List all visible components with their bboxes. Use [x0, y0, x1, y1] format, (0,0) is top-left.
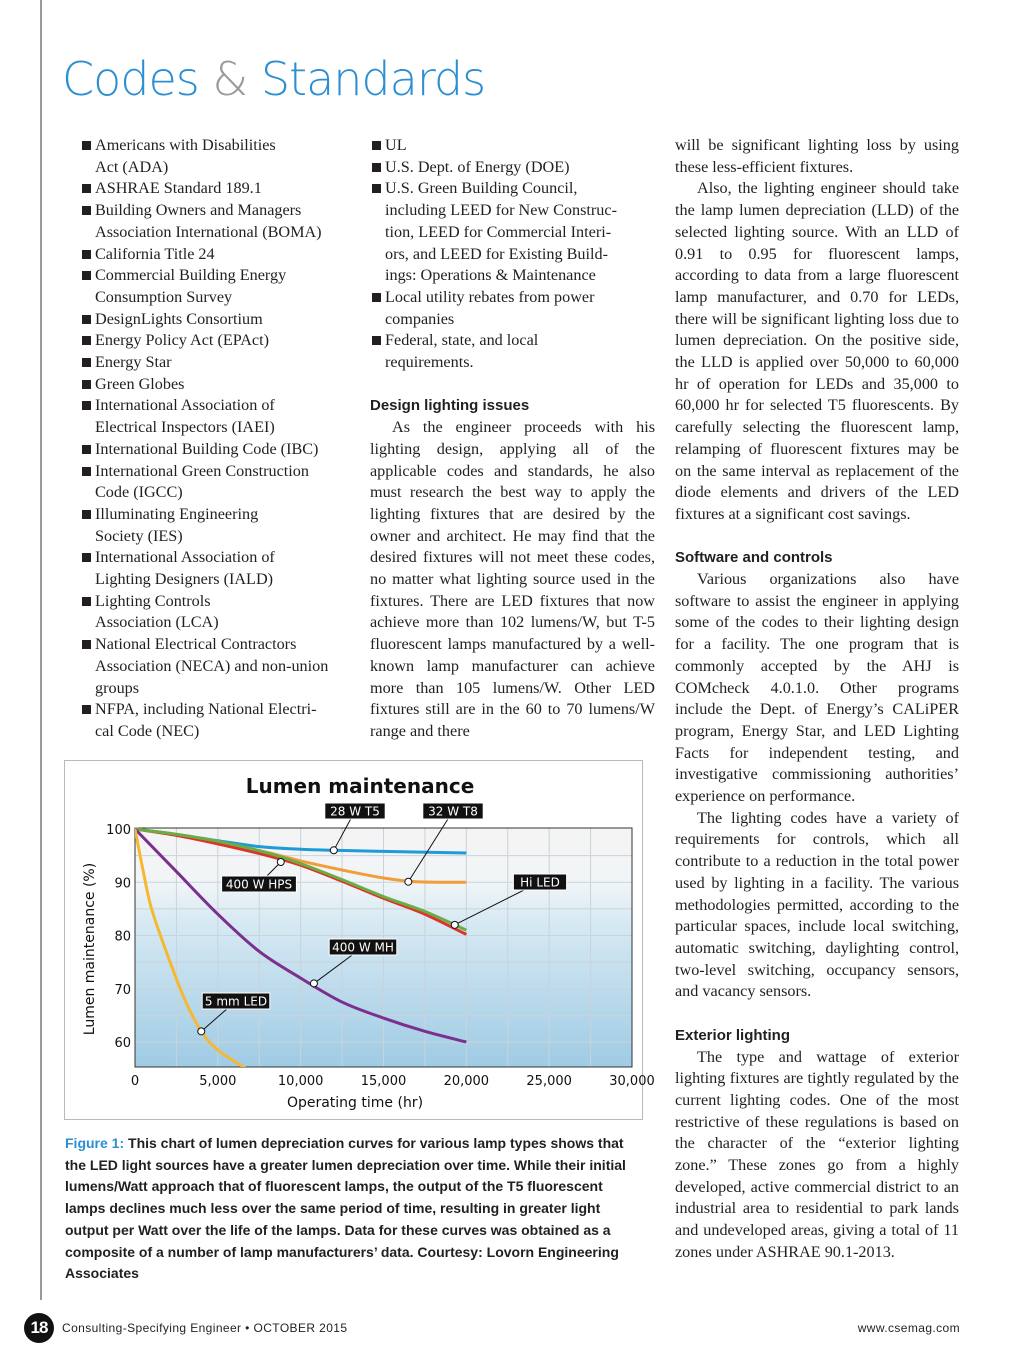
paragraph-continuation: will be significant lighting loss by using these less-efficient fixtures. — [675, 136, 959, 176]
y-tick-label: 100 — [106, 823, 131, 838]
list-item: Building Owners and Managers Association International (BOMA) — [80, 200, 355, 243]
x-tick-label: 5,000 — [199, 1074, 237, 1089]
margin-rule — [40, 0, 42, 1300]
list-item: Local utility rebates from power companies — [370, 287, 655, 330]
heading-exterior-lighting: Exterior lighting — [675, 1026, 791, 1044]
list-item: NFPA, including National Electri- cal Code (NEC) — [80, 699, 355, 742]
list-item: Commercial Building Energy Consumption Survey — [80, 265, 355, 308]
x-tick-label: 0 — [130, 1074, 140, 1089]
figure-caption — [65, 1133, 647, 1285]
list-item: Energy Star — [80, 352, 355, 374]
callout-label: 5 mm LED — [204, 994, 268, 1009]
callout-label: 400 W MH — [332, 940, 394, 955]
x-tick-label: 10,000 — [277, 1074, 324, 1089]
paragraph-lld: Also, the lighting engineer should take the lamp lumen depreciation (LLD) of the selected lighting source. With an LLD of 0.91 to 0.95 for fluorescent lamps, according to data from a large fluorescent lamp manufacturer, and 0.70 for LEDs, there will be significant lighting loss due to lumen depreciation. On the positive side, the LLD is applied over 50,000 to 60,000 hr of operation for LEDs and 35,000 to 60,000 hr for selected T5 fluorescents. By carefully selecting the fluorescent lamp, relamping of fluorescent fixtures may be on the same interval as replacement of the diode elements and drivers of the LED fixtures at a significant cost savings. — [675, 179, 959, 523]
title-ampersand: & — [212, 52, 248, 106]
list-item: Energy Policy Act (EPAct) — [80, 330, 355, 352]
caption-label: Figure 1: — [65, 1135, 125, 1151]
list-item: Lighting Controls Association (LCA) — [80, 591, 355, 634]
list-item: Green Globes — [80, 374, 355, 396]
data-marker — [310, 980, 317, 987]
lumen-maintenance-chart — [64, 760, 655, 1120]
y-tick-label: 70 — [114, 982, 131, 998]
callout-label: 28 W T5 — [330, 804, 380, 819]
list-item: California Title 24 — [80, 244, 355, 266]
list-item: International Building Code (IBC) — [80, 439, 355, 461]
x-axis-label: Operating time (hr) — [286, 1095, 424, 1111]
callout-label: Hi LED — [520, 875, 560, 890]
y-axis-label: Lumen maintenance (%) — [82, 862, 98, 1036]
data-marker — [330, 847, 337, 854]
data-marker — [198, 1028, 205, 1035]
paragraph-design-lighting: As the engineer proceeds with his lighting design, applying all of the applicable codes and standards, he also must research the best way to apply the lighting fixtures that are desired by the owner and architect. He may find that the desired fixtures will not meet these codes, no matter what lighting source used in the fixtures. There are LED fixtures that now achieve more than 102 lumens/W, but T-5 fluorescent lamps manufactured by a well-known lamp manufacturer can achieve more than 105 lumens/W. Other LED fixtures still are in the 60 to 70 lumens/W range and there — [370, 418, 655, 740]
heading-software-controls: Software and controls — [675, 549, 833, 567]
list-item: ASHRAE Standard 189.1 — [80, 178, 355, 200]
chart-title: Lumen maintenance — [245, 774, 475, 798]
heading-design-lighting-issues: Design lighting issues — [370, 397, 530, 415]
list-item: International Green Construction Code (IGCC) — [80, 461, 355, 504]
list-item: Federal, state, and local requirements. — [370, 330, 655, 373]
x-tick-label: 15,000 — [360, 1074, 407, 1089]
standards-list-continued — [370, 135, 655, 374]
list-item: DesignLights Consortium — [80, 309, 355, 331]
list-item: International Association of Electrical Inspectors (IAEI) — [80, 395, 355, 438]
caption-text: This chart of lumen depreciation curves for various lamp types shows that the LED light sources have a greater lumen depreciation over time. While their initial lumens/Watt approach that of fluorescent lamps, the output of the T5 fluorescent lamps declines much less over the same period of time, resulting in greater light output per Watt over the life of the lamps. Data for these curves was obtained as a composite of a number of lamp manufacturers’ data. Courtesy: Lovorn Engineering Associates — [65, 1135, 626, 1282]
data-marker — [405, 878, 412, 885]
standards-list — [80, 135, 355, 743]
section-title — [62, 52, 485, 106]
list-item: Illuminating Engineering Society (IES) — [80, 504, 355, 547]
list-item: National Electrical Contractors Association (NECA) and non-union groups — [80, 634, 355, 699]
y-tick-label: 80 — [114, 929, 131, 945]
list-item: Americans with Disabilities Act (ADA) — [80, 135, 355, 178]
x-tick-label: 30,000 — [609, 1074, 655, 1089]
paragraph-controls: The lighting codes have a variety of requirements for controls, which all contribute to a reduction in the total power used by lighting in a facility. The various methodologies permitted, according to the particular spaces, include local switching, automatic switching, daylighting control, two-level switching, occupancy sensors, and vacancy sensors. — [675, 808, 959, 1001]
callout-label: 32 W T8 — [428, 804, 478, 819]
paragraph-exterior: The type and wattage of exterior lighting fixtures are tightly regulated by the current lighting codes. One of the most restrictive of these regulations is based on the character of the “exterior lighting zone.” These zones go from a highly developed, active commercial district to an industrial area to residential to park lands and undeveloped areas, giving a total of 11 zones under ASHRAE 90.1-2013. — [675, 1047, 959, 1261]
page-number: 18 — [24, 1313, 54, 1343]
callout-label: 400 W HPS — [225, 877, 293, 892]
website-url[interactable]: www.csemag.com — [857, 1321, 960, 1335]
title-codes: Codes — [62, 52, 213, 106]
data-marker — [277, 859, 284, 866]
title-standards: Standards — [247, 52, 486, 106]
x-tick-label: 20,000 — [443, 1074, 490, 1089]
publication-name: Consulting-Specifying Engineer • OCTOBER 2015 — [62, 1321, 348, 1335]
list-item: U.S. Green Building Council, including LEED for New Construc- tion, LEED for Commercial Interi- ors, and LEED for Existing Build- ings: Operations & Maintenance — [370, 178, 655, 287]
list-item: U.S. Dept. of Energy (DOE) — [370, 157, 655, 179]
y-tick-label: 60 — [114, 1036, 131, 1051]
page-footer — [24, 1313, 960, 1343]
data-marker — [451, 921, 458, 928]
y-tick-label: 90 — [114, 876, 131, 892]
x-tick-label: 25,000 — [526, 1074, 572, 1089]
chart-svg — [65, 761, 655, 1119]
list-item: International Association of Lighting Designers (IALD) — [80, 547, 355, 590]
column-1 — [80, 135, 355, 743]
column-3 — [675, 135, 959, 1264]
paragraph-software: Various organizations also have software to assist the engineer in applying some of the codes to their lighting design for a facility. The one program that is commonly accepted by the AHJ is COMcheck 4.0.1.0. Other programs include the Dept. of Energy’s CALiPER program, Energy Star, and LED Lighting Facts for independent testing, and investigative commissioning authorities’ experience on performance. — [675, 570, 959, 806]
list-item: UL — [370, 135, 655, 157]
column-2 — [370, 135, 655, 743]
